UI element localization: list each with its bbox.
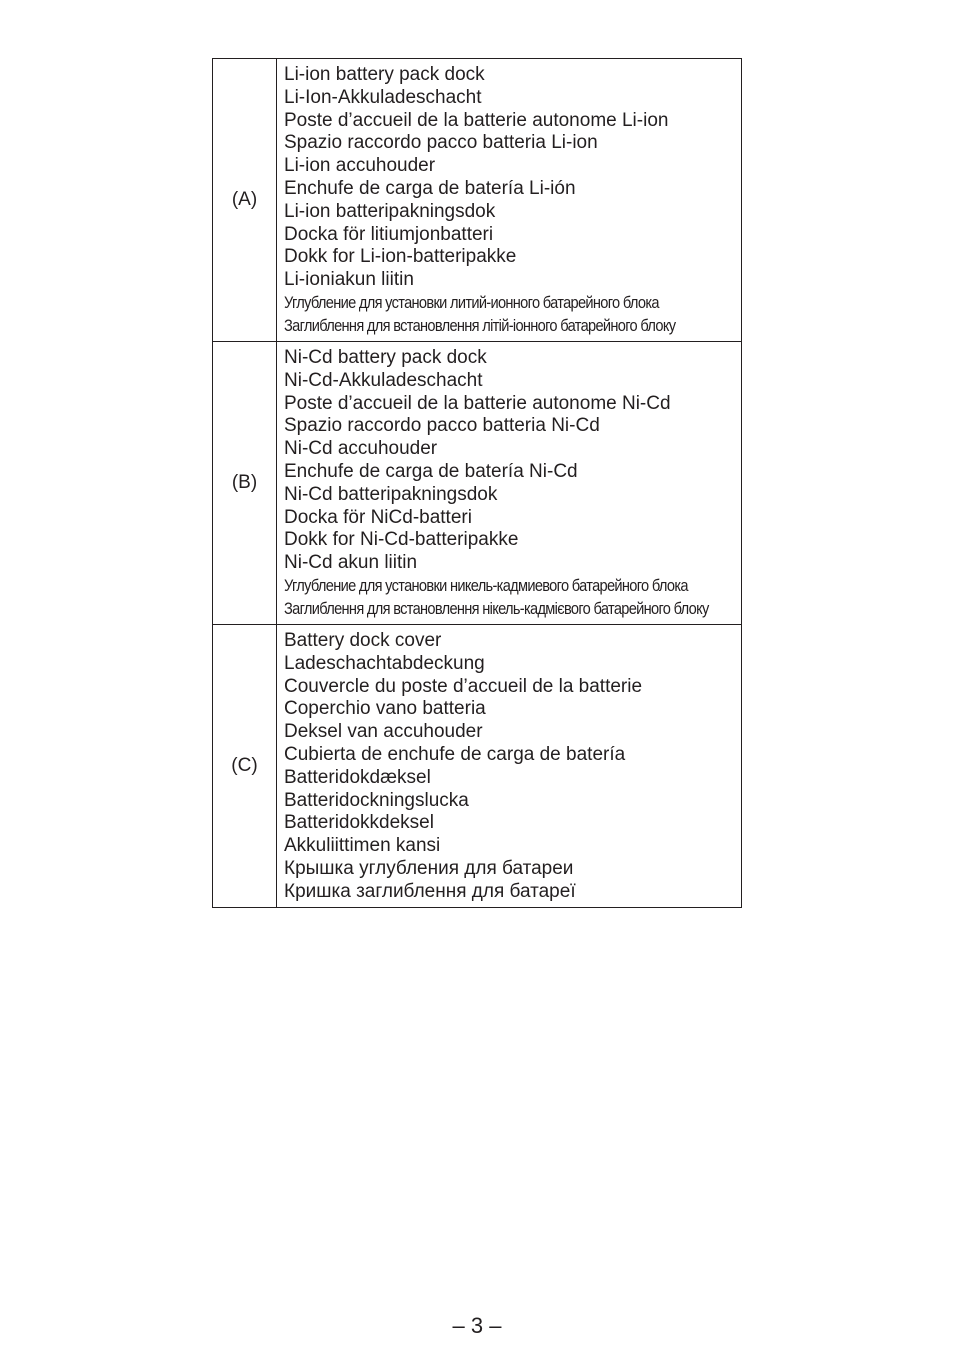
translation-line: Battery dock cover [284, 630, 442, 651]
translation-line: Spazio raccordo pacco batteria Li-ion [284, 132, 598, 154]
translation-line: Batteridokdæksel [284, 766, 431, 788]
translation-list [277, 625, 742, 908]
row-label: (B) [213, 342, 277, 625]
translation-line: Ni-Cd akun liitin [284, 552, 418, 574]
translation-line: Enchufe de carga de batería Li-ión [284, 177, 576, 199]
parts-legend-table [212, 58, 742, 908]
translation-line: Углубление для установки литий-ионного батарейного блока [284, 292, 659, 312]
translation-line: Docka för litiumjonbatteri [284, 223, 494, 245]
row-label: (A) [213, 59, 277, 342]
legend-row-c [213, 625, 742, 908]
translation-line: Заглиблення для встановлення нікель-кадмієвого батарейного блоку [284, 598, 709, 618]
translation-line: Ni-Cd-Akkuladeschacht [284, 369, 483, 391]
translation-line: Enchufe de carga de batería Ni-Cd [284, 460, 578, 482]
translation-line: Dokk for Ni-Cd-batteripakke [284, 529, 519, 551]
translation-line: Ni-Cd accuhouder [284, 438, 438, 460]
translation-line: Кришка заглиблення для батареї [284, 880, 576, 902]
legend-row-a [213, 59, 742, 342]
translation-line: Poste d’accueil de la batterie autonome Li-ion [284, 109, 669, 131]
page-number: – 3 – [452, 1313, 502, 1338]
translation-line: Dokk for Li-ion-batteripakke [284, 246, 517, 268]
translation-line: Couvercle du poste d’accueil de la batterie [284, 675, 643, 697]
legend-row-b [213, 342, 742, 625]
translation-line: Углубление для установки никель-кадмиевого батарейного блока [284, 575, 688, 595]
translation-line: Cubierta de enchufe de carga de batería [284, 743, 626, 765]
translation-line: Coperchio vano batteria [284, 698, 486, 720]
translation-list [277, 342, 742, 625]
translation-line: Заглиблення для встановлення літій-іонного батарейного блоку [284, 315, 676, 335]
translation-line: Batteridokkdeksel [284, 812, 434, 834]
translation-list [277, 59, 742, 342]
translation-line: Ni-Cd battery pack dock [284, 347, 487, 368]
translation-line: Docka för NiCd-batteri [284, 506, 472, 528]
translation-line: Li-ion battery pack dock [284, 64, 485, 85]
translation-line: Batteridockningslucka [284, 789, 469, 811]
translation-line: Deksel van accuhouder [284, 721, 483, 743]
translation-line: Spazio raccordo pacco batteria Ni-Cd [284, 415, 600, 437]
translation-line: Li-ion accuhouder [284, 155, 436, 177]
translation-line: Poste d’accueil de la batterie autonome Ni-Cd [284, 392, 671, 414]
translation-line: Li-ioniakun liitin [284, 269, 414, 291]
translation-line: Akkuliittimen kansi [284, 835, 441, 857]
translation-line: Ni-Cd batteripakningsdok [284, 483, 498, 505]
row-label: (C) [213, 625, 277, 908]
translation-line: Крышка углубления для батареи [284, 857, 574, 879]
translation-line: Ladeschachtabdeckung [284, 652, 485, 674]
translation-line: Li-Ion-Akkuladeschacht [284, 86, 482, 108]
translation-line: Li-ion batteripakningsdok [284, 200, 496, 222]
